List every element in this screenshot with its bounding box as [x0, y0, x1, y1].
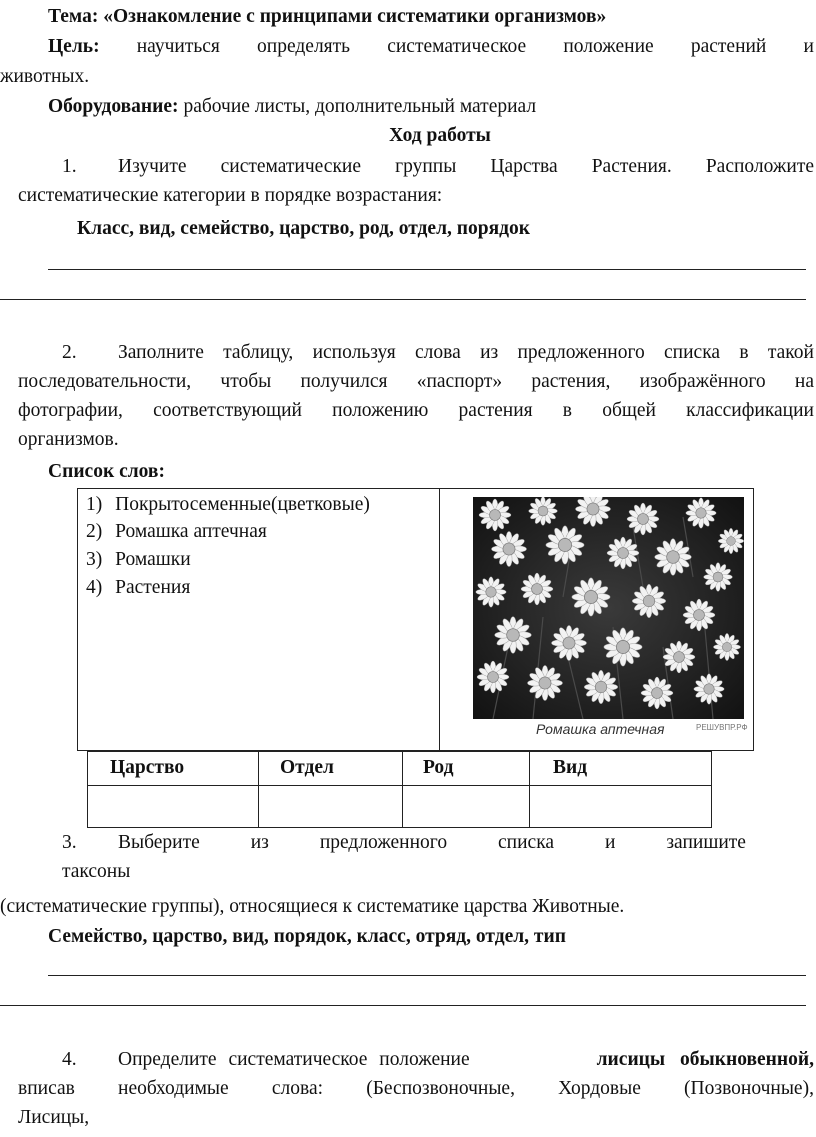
task4-word: (Позвоночные), [684, 1078, 814, 1099]
task1-word: систематические [220, 156, 362, 177]
task2-word: чтобы [220, 371, 272, 392]
task4-word: (Беспозвоночные, [366, 1078, 515, 1099]
task2-word: из [480, 342, 499, 363]
task2-line3 [18, 399, 814, 423]
topic-text: «Ознакомление с принципами систематики организмов» [103, 6, 607, 27]
task2-word: списка [664, 342, 721, 363]
word-list-title: Список слов: [48, 461, 165, 482]
task4-word: слова: [271, 1078, 324, 1099]
goal-continuation: животных. [0, 66, 90, 87]
task4-number: 4. [62, 1049, 77, 1070]
goal-word: определять [257, 36, 351, 57]
task3-word: и [604, 832, 616, 853]
task2-number: 2. [62, 342, 77, 363]
task2-word: соответствующий [153, 400, 302, 421]
task1-line1 [118, 155, 814, 179]
topic-line [48, 5, 606, 29]
task1-word: Царства [490, 156, 558, 177]
answer-cell-species[interactable] [530, 786, 711, 827]
answer-line [0, 1005, 806, 1006]
goal-label: Цель: [48, 36, 100, 57]
chamomile-flowers-image [473, 497, 744, 719]
answer-cell-genus[interactable] [403, 786, 529, 827]
task4-line1-start: Определите систематическое положение [118, 1049, 470, 1070]
table-header-species: Вид [553, 757, 588, 778]
word-list-item: 2) Ромашка аптечная [86, 521, 267, 542]
task3-number: 3. [62, 832, 77, 853]
task2-word: положению [332, 400, 429, 421]
topic-label: Тема: [48, 6, 99, 27]
task2-word: получился [300, 371, 388, 392]
task1-word: Расположите [705, 156, 814, 177]
answer-cell-division[interactable] [259, 786, 402, 827]
task4-line1-bold: лисицы обыкновенной, [596, 1049, 814, 1070]
task3-line1 [118, 831, 746, 855]
task2-word: классификации [686, 400, 814, 421]
task2-word: общей [602, 400, 656, 421]
task1-word: Растения. [591, 156, 672, 177]
task1-word: Изучите [118, 156, 187, 177]
equipment-text: рабочие листы, дополнительный материал [183, 96, 537, 117]
task2-word: в [562, 400, 573, 421]
task2-line4: организмов. [18, 429, 119, 450]
task1-terms: Класс, вид, семейство, царство, род, отдел, порядок [77, 218, 530, 239]
task3-word: запишите [666, 832, 746, 853]
task4-word: необходимые [118, 1078, 229, 1099]
goal-word: растений [690, 36, 767, 57]
task3-line2: таксоны [62, 861, 131, 882]
answer-line [0, 299, 806, 300]
task2-word: предложенного [517, 342, 645, 363]
task2-word: слова [415, 342, 461, 363]
table-header-division: Отдел [280, 757, 334, 778]
equipment-label: Оборудование: [48, 96, 179, 117]
box-divider [439, 488, 440, 751]
task3-line3: (систематические группы), относящиеся к систематике царства Животные. [0, 896, 625, 917]
task2-line2 [18, 370, 814, 394]
photo-watermark: РЕШУВПР.РФ [696, 723, 748, 732]
chamomile-photo [473, 497, 744, 719]
task4-line3: Лисицы, [18, 1107, 90, 1128]
procedure-title: Ход работы [389, 125, 491, 146]
equipment-line [48, 95, 536, 119]
task2-word: Заполните [118, 342, 204, 363]
goal-word: систематическое [387, 36, 527, 57]
goal-word: и [803, 36, 814, 57]
task2-word: «паспорт» [416, 371, 503, 392]
table-header-kingdom: Царство [110, 757, 185, 778]
task2-word: такой [767, 342, 814, 363]
table-header-genus: Род [423, 757, 454, 778]
word-list-item: 4) Растения [86, 577, 191, 598]
task2-word: растения [458, 400, 533, 421]
task3-word: из [250, 832, 269, 853]
task2-word: таблицу, [223, 342, 294, 363]
task4-line1 [118, 1048, 814, 1072]
task3-terms: Семейство, царство, вид, порядок, класс, отряд, отдел, тип [48, 926, 566, 947]
word-list-item: 3) Ромашки [86, 549, 191, 570]
task2-line1 [118, 341, 814, 365]
task1-word: группы [395, 156, 457, 177]
answer-line [48, 975, 806, 976]
task2-word: фотографии, [18, 400, 123, 421]
task2-word: изображённого [639, 371, 766, 392]
task2-word: на [794, 371, 814, 392]
task3-word: предложенного [319, 832, 448, 853]
photo-caption: Ромашка аптечная [536, 721, 665, 737]
task4-line2 [18, 1077, 814, 1101]
goal-word: научиться [136, 36, 220, 57]
task4-word: вписав [18, 1078, 75, 1099]
task1-line2: систематические категории в порядке возрастания: [18, 185, 443, 206]
task3-word: Выберите [118, 832, 200, 853]
task1-number: 1. [62, 156, 77, 177]
task4-word: Хордовые [558, 1078, 641, 1099]
goal-line [48, 35, 814, 59]
answer-line [48, 269, 806, 270]
task2-word: последовательности, [18, 371, 192, 392]
task2-word: используя [312, 342, 396, 363]
goal-word: положение [563, 36, 654, 57]
task2-word: в [739, 342, 749, 363]
task3-word: списка [498, 832, 555, 853]
word-list-item: 1) Покрытосеменные(цветковые) [86, 494, 370, 515]
task2-word: растения, [531, 371, 611, 392]
answer-cell-kingdom[interactable] [88, 786, 258, 827]
